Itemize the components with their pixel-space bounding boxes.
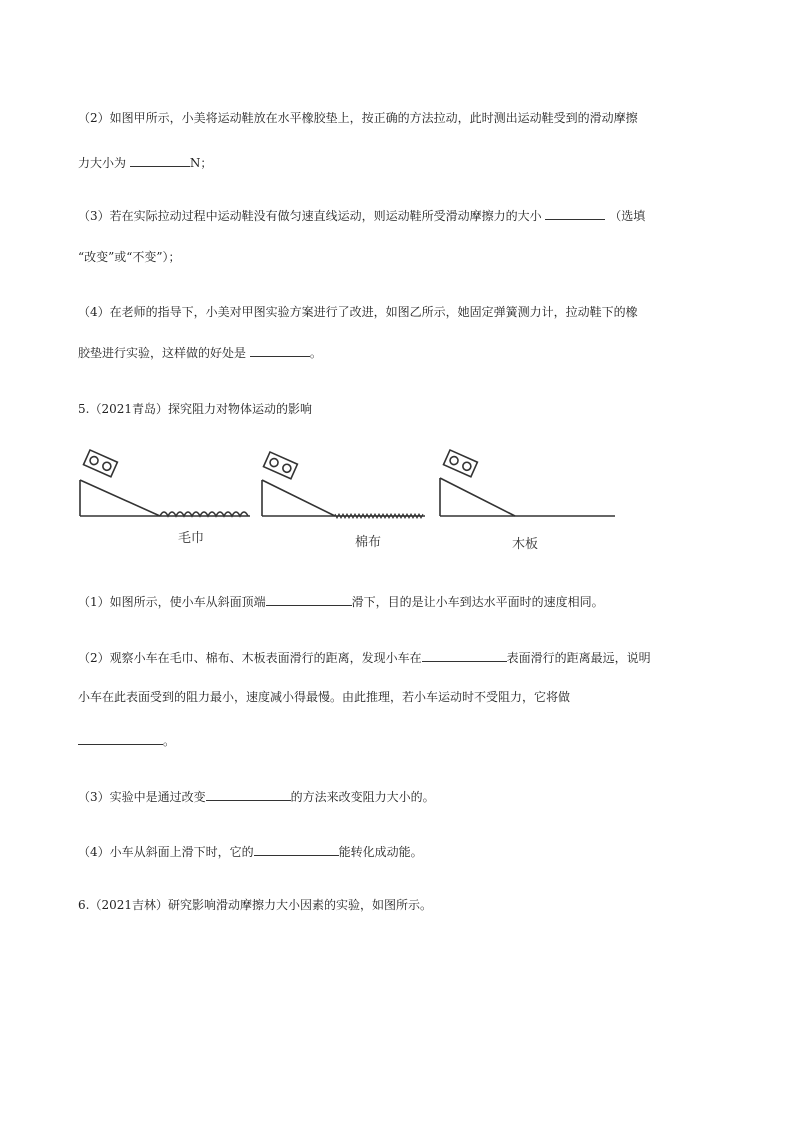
- q5-part2-line2: 小车在此表面受到的阻力最小，速度减小得最慢。由此推理，若小车运动时不受阻力，它将做: [78, 690, 571, 704]
- answer-blank[interactable]: [545, 207, 605, 220]
- q5-part2-line1: （2）观察小车在毛巾、棉布、木板表面滑行的距离，发现小车在 表面滑行的距离最远，说明: [78, 651, 651, 665]
- label-cotton: 棉布: [355, 535, 382, 550]
- cart-icon: [443, 450, 477, 477]
- panel-towel: [80, 450, 250, 516]
- q4-part3-line2: “改变”或“不变”）；: [78, 250, 181, 264]
- q5-part1: （1）如图所示，使小车从斜面顶端 滑下，目的是让小车到达水平面时的速度相同。: [78, 595, 604, 609]
- q4-part2-line1: （2）如图甲所示，小美将运动鞋放在水平橡胶垫上，按正确的方法拉动，此时测出运动鞋受到的滑动摩擦: [78, 111, 638, 125]
- q5-part3: （3）实验中是通过改变 的方法来改变阻力大小的。: [78, 790, 435, 804]
- answer-blank[interactable]: [206, 788, 291, 801]
- incline-figure: [70, 440, 630, 570]
- cart-icon: [263, 452, 297, 479]
- answer-blank[interactable]: [250, 344, 310, 357]
- answer-blank[interactable]: [422, 649, 507, 662]
- q4-part2-line2: 力大小为 N；: [78, 156, 213, 170]
- cart-icon: [83, 450, 117, 477]
- panel-cotton: [262, 452, 425, 518]
- label-towel: 毛巾: [178, 531, 205, 546]
- answer-blank[interactable]: [254, 843, 339, 856]
- label-wood: 木板: [512, 537, 539, 552]
- q5-title: 5.（2021青岛）探究阻力对物体运动的影响: [78, 402, 312, 416]
- answer-blank[interactable]: [78, 732, 163, 745]
- q4-part4-line1: （4）在老师的指导下，小美对甲图实验方案进行了改进，如图乙所示，她固定弹簧测力计，拉动鞋下的橡: [78, 305, 638, 319]
- q4-part4-line2: 胶垫进行实验，这样做的好处是 。: [78, 346, 322, 360]
- answer-blank[interactable]: [266, 593, 352, 606]
- q4-part3-line1: （3）若在实际拉动过程中运动鞋没有做匀速直线运动，则运动鞋所受滑动摩擦力的大小 （选填: [78, 209, 646, 223]
- q5-part4: （4）小车从斜面上滑下时，它的 能转化成动能。: [78, 845, 423, 859]
- incline-diagram: [70, 440, 630, 570]
- answer-blank[interactable]: [130, 154, 190, 167]
- q5-part2-line3: 。: [78, 732, 175, 749]
- panel-wood: [440, 450, 615, 516]
- q6-title: 6.（2021吉林）研究影响滑动摩擦力大小因素的实验，如图所示。: [78, 898, 432, 912]
